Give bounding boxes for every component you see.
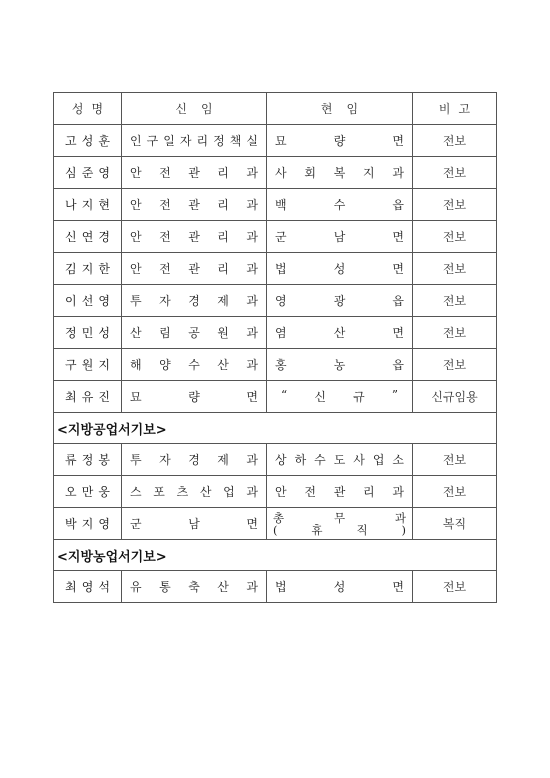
new-post-cell <box>122 381 267 413</box>
section-title-industrial: <지방공업서기보> <box>54 413 497 444</box>
text-char: 전 <box>159 230 171 244</box>
current-post-cell <box>267 317 413 349</box>
text-char: 전 <box>159 262 171 276</box>
text-char: 해 <box>130 358 142 372</box>
name-cell <box>54 508 122 540</box>
text-char: 남 <box>188 517 200 531</box>
text-char: 임 <box>346 102 359 116</box>
text-char: 과 <box>392 485 404 499</box>
current-post-cell <box>267 476 413 508</box>
text-char: 영 <box>81 580 94 594</box>
current-post-line1 <box>267 512 412 524</box>
current-post-cell <box>267 508 413 540</box>
text-char: 산 <box>217 358 229 372</box>
table-row <box>54 571 497 603</box>
text-char: 리 <box>196 134 209 148</box>
text-char: 면 <box>246 517 258 531</box>
text-char: 상 <box>275 453 287 467</box>
new-post-cell <box>122 349 267 381</box>
header-new-post <box>122 93 267 125</box>
new-post-cell <box>122 125 267 157</box>
text-char: 지 <box>81 198 94 212</box>
text-char: 공 <box>188 326 200 340</box>
text-char: 과 <box>246 230 258 244</box>
name-cell <box>54 317 122 349</box>
note-cell: 전보 <box>413 285 497 317</box>
table-row <box>54 381 497 413</box>
text-char: 리 <box>363 485 375 499</box>
text-char: 제 <box>217 453 229 467</box>
text-char: 과 <box>394 510 406 525</box>
name-cell <box>54 189 122 221</box>
text-char: 원 <box>81 358 94 372</box>
current-post-cell <box>267 285 413 317</box>
text-char: 수 <box>188 358 200 372</box>
current-post-cell <box>267 125 413 157</box>
name-cell <box>54 476 122 508</box>
text-char: 읍 <box>392 198 404 212</box>
text-char: 현 <box>98 198 110 212</box>
note-cell: 전보 <box>413 444 497 476</box>
text-char: 영 <box>98 166 110 180</box>
text-char: 과 <box>246 580 258 594</box>
text-char: 묘 <box>130 390 142 404</box>
text-char: 관 <box>188 230 200 244</box>
text-char: 휴 <box>311 522 323 537</box>
text-char: 읍 <box>392 358 404 372</box>
name-cell <box>54 444 122 476</box>
text-char: 지 <box>98 358 110 372</box>
text-char: 무 <box>333 510 346 525</box>
text-char: 과 <box>246 262 258 276</box>
personnel-table <box>53 92 497 603</box>
text-char: 농 <box>333 358 346 372</box>
text-char: 명 <box>91 102 104 116</box>
table-row <box>54 285 497 317</box>
note-cell: 전보 <box>413 125 497 157</box>
text-char: 구 <box>146 134 159 148</box>
text-char: 과 <box>246 198 258 212</box>
text-char: 사 <box>353 453 365 467</box>
text-char: 안 <box>130 166 142 180</box>
text-char: 실 <box>246 134 258 148</box>
text-char: 량 <box>333 134 346 148</box>
note-cell: 전보 <box>413 157 497 189</box>
text-char: 신 <box>65 230 77 244</box>
table-row <box>54 221 497 253</box>
text-char: 과 <box>246 453 258 467</box>
text-char: 직 <box>356 522 368 537</box>
note-cell: 복직 <box>413 508 497 540</box>
text-char: 규 <box>353 390 365 404</box>
text-char: 염 <box>275 326 287 340</box>
text-char: 현 <box>320 102 333 116</box>
text-char: 관 <box>333 485 346 499</box>
text-char: 지 <box>81 262 94 276</box>
note-cell: 전보 <box>413 476 497 508</box>
text-char: 만 <box>81 485 94 499</box>
text-char: 심 <box>65 166 77 180</box>
text-char: 스 <box>130 485 142 499</box>
text-char: 양 <box>159 358 171 372</box>
text-char: 임 <box>201 102 213 116</box>
text-char: 회 <box>304 166 316 180</box>
text-char: 영 <box>98 294 110 308</box>
text-char: 읍 <box>392 294 404 308</box>
text-char: 광 <box>333 294 346 308</box>
text-char: 최 <box>65 390 77 404</box>
new-post-cell <box>122 157 267 189</box>
table-row <box>54 444 497 476</box>
note-cell: 전보 <box>413 571 497 603</box>
text-char: 법 <box>275 262 287 276</box>
text-char: 업 <box>372 453 385 467</box>
text-char: 봉 <box>98 453 110 467</box>
current-post-cell <box>267 571 413 603</box>
table-row <box>54 508 497 540</box>
text-char: “ <box>281 388 288 402</box>
header-name <box>54 93 122 125</box>
new-post-cell <box>122 476 267 508</box>
text-char: 책 <box>229 134 242 148</box>
text-char: 영 <box>275 294 287 308</box>
text-char: 면 <box>392 262 404 276</box>
text-char: 구 <box>65 358 77 372</box>
text-char: 관 <box>188 198 200 212</box>
text-char: 신 <box>314 390 326 404</box>
text-char: 제 <box>217 294 229 308</box>
text-char: 나 <box>65 198 77 212</box>
text-char: 연 <box>81 230 94 244</box>
text-char: 영 <box>98 517 110 531</box>
text-char: 안 <box>130 230 142 244</box>
current-post-cell <box>267 253 413 285</box>
name-cell <box>54 285 122 317</box>
new-post-cell <box>122 508 267 540</box>
text-char: 웅 <box>98 485 110 499</box>
name-cell <box>54 253 122 285</box>
text-char: 과 <box>246 358 258 372</box>
note-cell: 신규임용 <box>413 381 497 413</box>
text-char: 안 <box>275 485 287 499</box>
text-char: 백 <box>275 198 287 212</box>
text-char: 과 <box>392 166 404 180</box>
text-char: 성 <box>333 262 346 276</box>
text-char: 경 <box>188 453 200 467</box>
text-char: 류 <box>65 453 77 467</box>
text-char: 인 <box>130 134 142 148</box>
text-char: 관 <box>188 166 200 180</box>
text-char: 선 <box>81 294 94 308</box>
name-cell <box>54 157 122 189</box>
text-char: 소 <box>392 453 404 467</box>
text-char: 과 <box>246 294 258 308</box>
text-char: 도 <box>333 453 346 467</box>
text-char: 성 <box>333 580 346 594</box>
text-char: 과 <box>246 166 258 180</box>
text-char: 산 <box>217 580 229 594</box>
text-char: 전 <box>304 485 316 499</box>
name-cell <box>54 349 122 381</box>
text-char: 복 <box>333 166 346 180</box>
section-title-agricultural: <지방농업서기보> <box>54 540 497 571</box>
table-row <box>54 349 497 381</box>
text-char: 산 <box>199 485 212 499</box>
header-row <box>54 93 497 125</box>
text-char: 수 <box>333 198 346 212</box>
new-post-cell <box>122 444 267 476</box>
note-cell: 전보 <box>413 349 497 381</box>
text-char: 투 <box>130 294 142 308</box>
text-char: ” <box>391 388 398 402</box>
text-char: 관 <box>188 262 200 276</box>
text-char: 고 <box>458 102 471 116</box>
text-char: 오 <box>65 485 77 499</box>
text-char: 포 <box>153 485 165 499</box>
note-cell: 전보 <box>413 189 497 221</box>
text-char: 업 <box>223 485 235 499</box>
text-char: 경 <box>188 294 200 308</box>
text-char: 정 <box>65 326 77 340</box>
text-char: 성 <box>98 326 110 340</box>
section-row <box>54 413 497 444</box>
text-char: 면 <box>392 326 404 340</box>
table-row <box>54 476 497 508</box>
text-char: 성 <box>71 102 84 116</box>
text-char: 안 <box>130 198 142 212</box>
name-cell <box>54 221 122 253</box>
table-row <box>54 189 497 221</box>
text-char: 림 <box>159 326 171 340</box>
current-post-cell <box>267 381 413 413</box>
text-char: 유 <box>81 390 94 404</box>
text-char: 훈 <box>98 134 110 148</box>
name-cell <box>54 381 122 413</box>
name-cell <box>54 125 122 157</box>
text-char: 남 <box>333 230 346 244</box>
note-cell: 전보 <box>413 317 497 349</box>
text-char: 안 <box>130 262 142 276</box>
text-char: 리 <box>217 198 229 212</box>
text-char: 지 <box>363 166 375 180</box>
text-char: 법 <box>275 580 287 594</box>
text-char: 준 <box>81 166 94 180</box>
text-char: 석 <box>98 580 110 594</box>
text-char: 묘 <box>275 134 287 148</box>
text-char: 츠 <box>176 485 189 499</box>
text-char: ) <box>401 522 406 537</box>
text-char: 하 <box>294 453 307 467</box>
text-char: 고 <box>65 134 77 148</box>
text-char: 면 <box>392 580 404 594</box>
current-post-line2 <box>267 524 412 536</box>
new-post-cell <box>122 571 267 603</box>
text-char: 박 <box>65 517 77 531</box>
note-cell: 전보 <box>413 221 497 253</box>
text-char: 자 <box>159 453 171 467</box>
table-row <box>54 157 497 189</box>
new-post-cell <box>122 317 267 349</box>
new-post-cell <box>122 285 267 317</box>
text-char: 축 <box>188 580 200 594</box>
text-char: 경 <box>98 230 110 244</box>
header-note <box>413 93 497 125</box>
text-char: 과 <box>246 326 258 340</box>
text-char: 홍 <box>275 358 287 372</box>
text-char: 김 <box>65 262 77 276</box>
text-char: 투 <box>130 453 142 467</box>
text-char: 량 <box>188 390 200 404</box>
name-cell <box>54 571 122 603</box>
current-post-cell <box>267 349 413 381</box>
text-char: 면 <box>246 390 258 404</box>
text-char: 신 <box>175 102 187 116</box>
text-char: 지 <box>81 517 94 531</box>
text-char: 총 <box>273 510 285 525</box>
text-char: 사 <box>275 166 287 180</box>
new-post-cell <box>122 221 267 253</box>
text-char: 정 <box>81 453 94 467</box>
text-char: 면 <box>392 230 404 244</box>
current-post-cell <box>267 221 413 253</box>
text-char: 원 <box>217 326 229 340</box>
current-post-cell <box>267 189 413 221</box>
note-cell: 전보 <box>413 253 497 285</box>
section-row <box>54 540 497 571</box>
text-char: 민 <box>81 326 94 340</box>
text-char: 산 <box>130 326 142 340</box>
text-char: 성 <box>81 134 94 148</box>
text-char: 최 <box>65 580 77 594</box>
table-row <box>54 125 497 157</box>
text-char: 정 <box>213 134 225 148</box>
text-char: 전 <box>159 198 171 212</box>
table-row <box>54 253 497 285</box>
text-char: 면 <box>392 134 404 148</box>
text-char: 자 <box>179 134 192 148</box>
text-char: 통 <box>159 580 171 594</box>
text-char: 비 <box>438 102 451 116</box>
text-char: 이 <box>65 294 77 308</box>
text-char: 수 <box>314 453 326 467</box>
text-char: 유 <box>130 580 142 594</box>
text-char: 리 <box>217 262 229 276</box>
table-row <box>54 317 497 349</box>
text-char: 군 <box>130 517 142 531</box>
text-char: 리 <box>217 230 229 244</box>
text-char: 리 <box>217 166 229 180</box>
current-post-cell <box>267 157 413 189</box>
text-char: 산 <box>333 326 346 340</box>
text-char: 한 <box>98 262 110 276</box>
current-post-cell <box>267 444 413 476</box>
text-char: 과 <box>246 485 258 499</box>
new-post-cell <box>122 189 267 221</box>
header-current-post <box>267 93 413 125</box>
text-char: 일 <box>163 134 175 148</box>
text-char: 군 <box>275 230 287 244</box>
text-char: 전 <box>159 166 171 180</box>
new-post-cell <box>122 253 267 285</box>
text-char: ( <box>273 522 278 537</box>
text-char: 자 <box>159 294 171 308</box>
text-char: 진 <box>98 390 110 404</box>
